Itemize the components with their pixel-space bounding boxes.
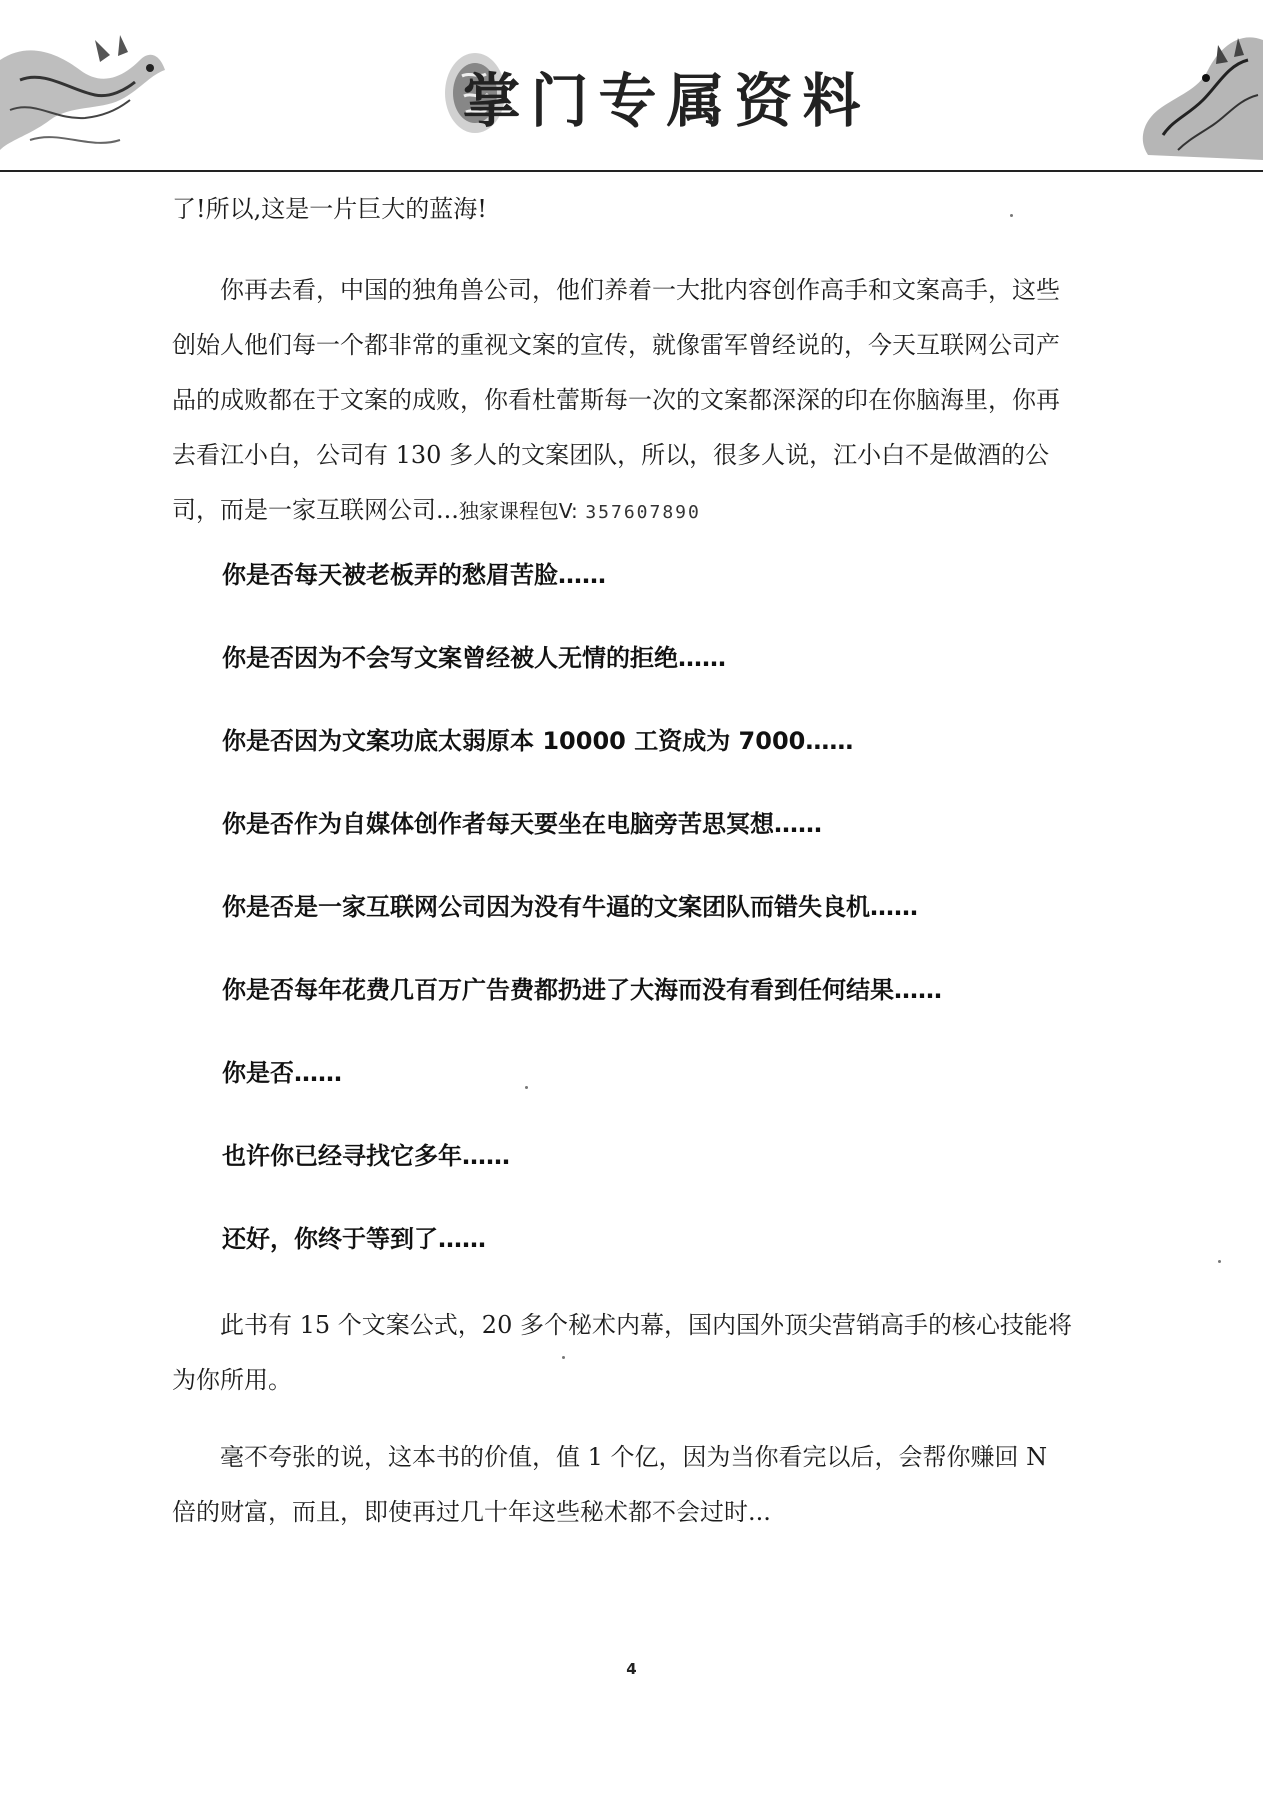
question-line: 你是否因为不会写文案曾经被人无情的拒绝…… [222,644,726,672]
header-divider [0,170,1263,172]
paragraph-intro: 了!所以,这是一片巨大的蓝海! [172,195,487,223]
question-line: 你是否每年花费几百万广告费都扔进了大海而没有看到任何结果…… [222,976,942,1004]
scan-speck [1218,1260,1221,1263]
dragon-decoration-right-icon [1088,0,1263,168]
scan-speck [525,1086,528,1089]
page-number: 4 [626,1660,637,1678]
watermark-number: 357607890 [585,502,701,523]
paragraph-unicorn-companies [172,263,1072,540]
paragraph-book-value: 毫不夸张的说，这本书的价值，值 1 个亿，因为当你看完以后，会帮你赚回 N 倍的财富，而且，即使再过几十年这些秘术都不会过时... [172,1443,1048,1526]
scan-speck [1010,214,1013,217]
question-line: 你是否每天被老板弄的愁眉苦脸…… [222,561,606,589]
question-line: 你是否作为自媒体创作者每天要坐在电脑旁苦思冥想…… [222,810,822,838]
scan-speck [562,1356,565,1359]
question-line: 你是否…… [222,1059,342,1087]
paragraph-book-formulas: 此书有 15 个文案公式，20 多个秘术内幕，国内国外顶尖营销高手的核心技能将为你所用。 [172,1311,1072,1394]
question-line: 还好，你终于等到了…… [222,1225,486,1253]
paragraph-unicorn-text: 你再去看，中国的独角兽公司，他们养着一大批内容创作高手和文案高手，这些创始人他们每一个都非常的重视文案的宣传，就像雷军曾经说的，今天互联网公司产品的成败都在于文案的成败，你看杜蕾斯每一次的文案都深深的印在你脑海里，你再去看江小白，公司有 130 多人的文案团队，所以，很多人说，江小白不是做酒的公司，而是一家互联网公司... [172,276,1060,524]
header-title: 掌门专属资料 [462,67,871,135]
question-line: 你是否因为文案功底太弱原本 10000 工资成为 7000…… [222,727,854,755]
question-line: 也许你已经寻找它多年…… [222,1142,510,1170]
page-header [0,0,1263,172]
watermark-label: 独家课程包V: [458,499,578,523]
question-line: 你是否是一家互联网公司因为没有牛逼的文案团队而错失良机…… [222,893,918,921]
